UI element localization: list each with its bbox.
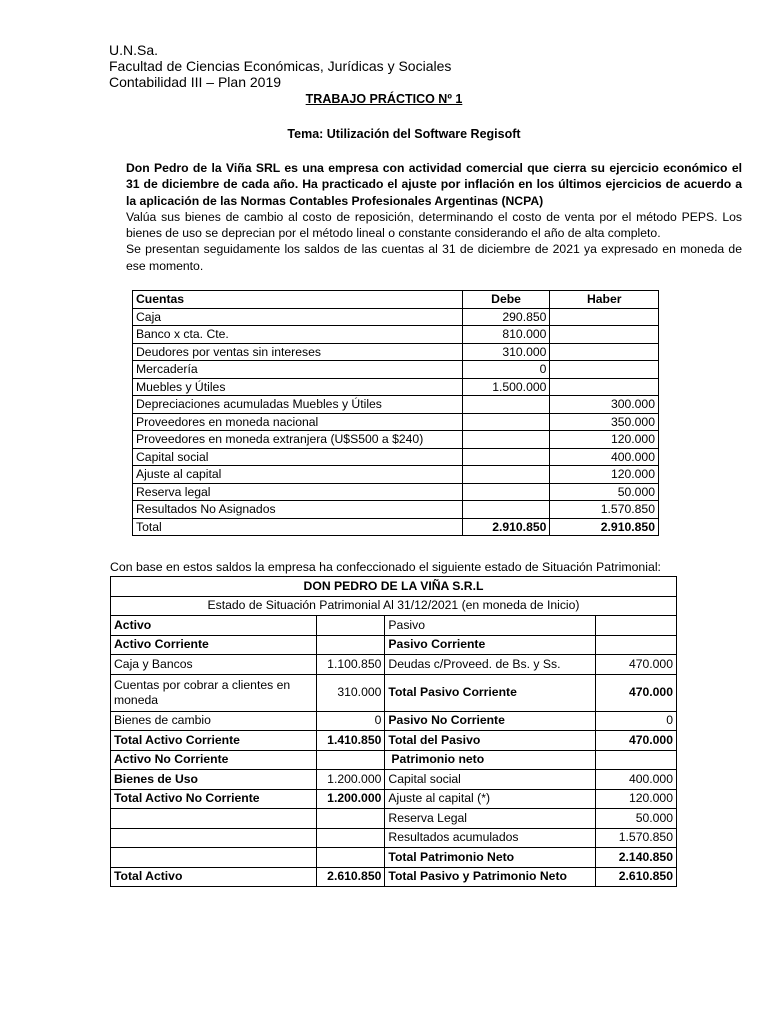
table-row <box>111 789 677 809</box>
table-row <box>133 378 659 396</box>
pasivo-label: Capital social <box>385 770 596 790</box>
table-row <box>133 361 659 379</box>
pasivo-value: 50.000 <box>596 809 677 829</box>
debe-value: 310.000 <box>462 343 550 361</box>
total-activo-value: 2.610.850 <box>317 867 385 887</box>
header-university: U.N.Sa. <box>109 42 159 58</box>
company-row <box>111 577 677 597</box>
total-row <box>133 518 659 536</box>
pasivo-value: 470.000 <box>596 655 677 675</box>
total-label: Total <box>133 518 463 536</box>
account-name: Ajuste al capital <box>133 466 463 484</box>
account-name: Proveedores en moneda extranjera (U$S500 a $240) <box>133 431 463 449</box>
haber-value: 300.000 <box>550 396 659 414</box>
account-name: Capital social <box>133 448 463 466</box>
header-course: Contabilidad III – Plan 2019 <box>109 74 282 90</box>
pasivo-value: 120.000 <box>596 789 677 809</box>
account-name: Resultados No Asignados <box>133 501 463 519</box>
page-title: TRABAJO PRÁCTICO Nº 1 <box>305 92 463 106</box>
debe-value <box>462 501 550 519</box>
pasivo-label: Ajuste al capital (*) <box>385 789 596 809</box>
activo-label <box>111 828 317 848</box>
activo-value: 1.100.850 <box>317 655 385 675</box>
document-header <box>109 42 451 90</box>
table-row <box>111 616 677 636</box>
pasivo-value <box>596 616 677 636</box>
activo-value <box>317 828 385 848</box>
activo-value <box>317 848 385 868</box>
haber-value: 350.000 <box>550 413 659 431</box>
debe-value: 290.850 <box>462 308 550 326</box>
activo-value: 1.200.000 <box>317 789 385 809</box>
company-name: DON PEDRO DE LA VIÑA S.R.L <box>111 577 677 597</box>
table-row <box>111 635 677 655</box>
debe-value: 810.000 <box>462 326 550 344</box>
activo-label: Caja y Bancos <box>111 655 317 675</box>
activo-label: Activo Corriente <box>111 635 317 655</box>
pasivo-value: 470.000 <box>596 674 677 711</box>
debe-value: 1.500.000 <box>462 378 550 396</box>
activo-label: Activo No Corriente <box>111 750 317 770</box>
pasivo-value: 2.140.850 <box>596 848 677 868</box>
table-row <box>133 326 659 344</box>
total-activo-label: Total Activo <box>111 867 317 887</box>
table-row <box>133 431 659 449</box>
haber-value <box>550 308 659 326</box>
table-row <box>133 308 659 326</box>
debe-value <box>462 413 550 431</box>
table-row <box>133 343 659 361</box>
header-cuentas: Cuentas <box>133 291 463 309</box>
account-name: Depreciaciones acumuladas Muebles y Útiles <box>133 396 463 414</box>
account-name: Proveedores en moneda nacional <box>133 413 463 431</box>
statement-text <box>126 160 742 274</box>
table-row <box>133 466 659 484</box>
subtitle-row <box>111 596 677 616</box>
activo-label: Activo <box>111 616 317 636</box>
pasivo-label: Pasivo No Corriente <box>385 711 596 731</box>
table-row <box>111 731 677 751</box>
debe-value <box>462 483 550 501</box>
account-name: Muebles y Útiles <box>133 378 463 396</box>
pasivo-value: 1.570.850 <box>596 828 677 848</box>
total-pasivo-pn-value: 2.610.850 <box>596 867 677 887</box>
account-name: Mercadería <box>133 361 463 379</box>
pasivo-label: Pasivo Corriente <box>385 635 596 655</box>
haber-value <box>550 361 659 379</box>
haber-value: 400.000 <box>550 448 659 466</box>
header-debe: Debe <box>462 291 550 309</box>
debe-value <box>462 448 550 466</box>
table-row <box>133 396 659 414</box>
pasivo-value: 470.000 <box>596 731 677 751</box>
account-name: Caja <box>133 308 463 326</box>
activo-label: Cuentas por cobrar a clientes en moneda <box>111 674 317 711</box>
debe-value <box>462 466 550 484</box>
paragraph-company: Don Pedro de la Viña SRL es una empresa con actividad comercial que cierra su ejercicio económico el 31 de diciembre de cada año. Ha practicado el ajuste por inflación en los últimos ejercicios de acuerdo a la aplicación de las Normas Contables Profesionales Argentinas (NCPA) <box>126 161 742 208</box>
activo-value <box>317 635 385 655</box>
table-row <box>111 848 677 868</box>
table-row <box>111 655 677 675</box>
table-row <box>111 711 677 731</box>
pasivo-label: Patrimonio neto <box>385 750 596 770</box>
estado-intro-text: Con base en estos saldos la empresa ha confeccionado el siguiente estado de Situación Patrimonial: <box>110 560 661 574</box>
topic-heading: Tema: Utilización del Software Regisoft <box>287 127 521 141</box>
table-row <box>111 770 677 790</box>
pasivo-label: Pasivo <box>385 616 596 636</box>
pasivo-value <box>596 750 677 770</box>
pasivo-value: 400.000 <box>596 770 677 790</box>
debe-value <box>462 431 550 449</box>
account-name: Banco x cta. Cte. <box>133 326 463 344</box>
pasivo-value: 0 <box>596 711 677 731</box>
activo-value <box>317 750 385 770</box>
estado-situacion-table <box>110 576 677 887</box>
table-row <box>111 828 677 848</box>
activo-value <box>317 616 385 636</box>
haber-value: 1.570.850 <box>550 501 659 519</box>
pasivo-label: Reserva Legal <box>385 809 596 829</box>
activo-label: Bienes de Uso <box>111 770 317 790</box>
total-row <box>111 867 677 887</box>
activo-label <box>111 809 317 829</box>
estado-subtitle: Estado de Situación Patrimonial Al 31/12/2021 (en moneda de Inicio) <box>111 596 677 616</box>
haber-value <box>550 343 659 361</box>
pasivo-label: Total Pasivo Corriente <box>385 674 596 711</box>
activo-label: Total Activo No Corriente <box>111 789 317 809</box>
table-row <box>111 809 677 829</box>
total-pasivo-pn-label: Total Pasivo y Patrimonio Neto <box>385 867 596 887</box>
total-debe: 2.910.850 <box>462 518 550 536</box>
header-faculty: Facultad de Ciencias Económicas, Jurídicas y Sociales <box>109 58 452 74</box>
haber-value <box>550 326 659 344</box>
pasivo-label: Total del Pasivo <box>385 731 596 751</box>
debe-value <box>462 396 550 414</box>
activo-value: 0 <box>317 711 385 731</box>
header-haber: Haber <box>550 291 659 309</box>
table-row <box>133 501 659 519</box>
activo-value: 310.000 <box>317 674 385 711</box>
pasivo-label: Deudas c/Proveed. de Bs. y Ss. <box>385 655 596 675</box>
table-row <box>111 674 677 711</box>
paragraph-valuation: Valúa sus bienes de cambio al costo de reposición, determinando el costo de venta por el método PEPS. Los bienes de uso se deprecian por el método lineal o constante considerando el año de alta completo. <box>126 209 742 241</box>
activo-label: Bienes de cambio <box>111 711 317 731</box>
activo-label <box>111 848 317 868</box>
table-row <box>133 448 659 466</box>
activo-value <box>317 809 385 829</box>
paragraph-balances-intro: Se presentan seguidamente los saldos de las cuentas al 31 de diciembre de 2021 ya expresado en moneda de ese momento. <box>126 242 742 273</box>
haber-value: 120.000 <box>550 466 659 484</box>
haber-value: 120.000 <box>550 431 659 449</box>
activo-value: 1.410.850 <box>317 731 385 751</box>
account-name: Reserva legal <box>133 483 463 501</box>
table-row <box>133 413 659 431</box>
haber-value: 50.000 <box>550 483 659 501</box>
debe-value: 0 <box>462 361 550 379</box>
account-name: Deudores por ventas sin intereses <box>133 343 463 361</box>
table-row <box>111 750 677 770</box>
activo-value: 1.200.000 <box>317 770 385 790</box>
pasivo-label: Total Patrimonio Neto <box>385 848 596 868</box>
activo-label: Total Activo Corriente <box>111 731 317 751</box>
haber-value <box>550 378 659 396</box>
balances-table <box>132 290 659 536</box>
table-row <box>133 483 659 501</box>
pasivo-label: Resultados acumulados <box>385 828 596 848</box>
pasivo-value <box>596 635 677 655</box>
table-header-row <box>133 291 659 309</box>
total-haber: 2.910.850 <box>550 518 659 536</box>
